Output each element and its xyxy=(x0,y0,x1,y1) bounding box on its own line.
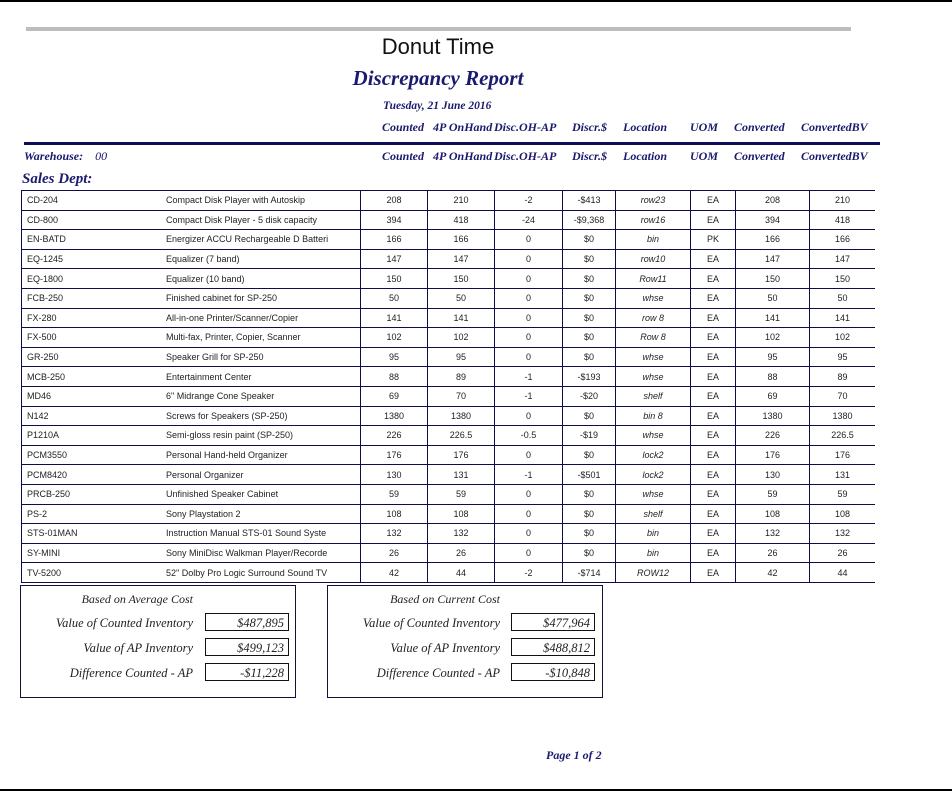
discr-dollar-cell: $0 xyxy=(563,269,616,289)
table-row xyxy=(22,269,876,289)
converted-cell: 226 xyxy=(736,426,810,446)
difference-label: Difference Counted - AP xyxy=(376,666,500,680)
onhand-cell: 59 xyxy=(428,484,495,504)
converted-cell: 88 xyxy=(736,367,810,387)
uom-cell: EA xyxy=(691,386,736,406)
disc-oh-ap-cell: 0 xyxy=(495,269,563,289)
discr-dollar-cell: -$19 xyxy=(563,426,616,446)
converted-bv-cell: 141 xyxy=(810,308,876,328)
item-code: P1210A xyxy=(22,426,167,446)
warehouse-label: Warehouse: xyxy=(24,149,84,163)
summary-average-cost xyxy=(20,585,296,698)
warehouse-value: 00 xyxy=(95,149,108,163)
item-code: CD-800 xyxy=(22,210,167,230)
converted-cell: 147 xyxy=(736,249,810,269)
discr-dollar-cell: $0 xyxy=(563,249,616,269)
converted-bv-cell: 70 xyxy=(810,386,876,406)
counted-inventory-value: $487,895 xyxy=(205,613,289,631)
item-code: SY-MINI xyxy=(22,543,167,563)
converted-bv-cell: 147 xyxy=(810,249,876,269)
onhand-cell: 131 xyxy=(428,465,495,485)
group-header-discr: Discr.$ xyxy=(572,149,608,163)
difference-label: Difference Counted - AP xyxy=(69,666,193,680)
uom-cell: PK xyxy=(691,230,736,250)
location-cell: whse xyxy=(616,484,691,504)
location-cell: bin xyxy=(616,524,691,544)
location-cell: Row11 xyxy=(616,269,691,289)
converted-bv-cell: 166 xyxy=(810,230,876,250)
table-row xyxy=(22,465,876,485)
table-row xyxy=(22,445,876,465)
discrepancy-table xyxy=(21,190,875,583)
converted-cell: 69 xyxy=(736,386,810,406)
department-heading: Sales Dept: xyxy=(22,171,93,187)
table-row xyxy=(22,288,876,308)
onhand-cell: 176 xyxy=(428,445,495,465)
ap-inventory-label: Value of AP Inventory xyxy=(83,641,193,655)
location-cell: shelf xyxy=(616,504,691,524)
col-header-discr: Discr.$ xyxy=(572,120,608,134)
disc-oh-ap-cell: -1 xyxy=(495,465,563,485)
discr-dollar-cell: $0 xyxy=(563,445,616,465)
summary-current-cost xyxy=(327,585,603,698)
item-code: PS-2 xyxy=(22,504,167,524)
converted-cell: 150 xyxy=(736,269,810,289)
disc-oh-ap-cell: -24 xyxy=(495,210,563,230)
item-code: GR-250 xyxy=(22,347,167,367)
uom-cell: EA xyxy=(691,191,736,211)
item-description: All-in-one Printer/Scanner/Copier xyxy=(166,308,361,328)
uom-cell: EA xyxy=(691,484,736,504)
item-description: Instruction Manual STS-01 Sound Syste xyxy=(166,524,361,544)
counted-inventory-label: Value of Counted Inventory xyxy=(55,616,193,630)
item-code: CD-204 xyxy=(22,191,167,211)
onhand-cell: 44 xyxy=(428,563,495,583)
discr-dollar-cell: -$714 xyxy=(563,563,616,583)
location-cell: whse xyxy=(616,347,691,367)
uom-cell: EA xyxy=(691,543,736,563)
item-code: PCM8420 xyxy=(22,465,167,485)
disc-oh-ap-cell: 0 xyxy=(495,328,563,348)
onhand-cell: 141 xyxy=(428,308,495,328)
converted-cell: 102 xyxy=(736,328,810,348)
item-description: Personal Hand-held Organizer xyxy=(166,445,361,465)
disc-oh-ap-cell: 0 xyxy=(495,406,563,426)
discr-dollar-cell: $0 xyxy=(563,406,616,426)
disc-oh-ap-cell: -2 xyxy=(495,563,563,583)
page-top-border xyxy=(0,0,952,2)
item-code: FX-280 xyxy=(22,308,167,328)
location-cell: row16 xyxy=(616,210,691,230)
converted-bv-cell: 44 xyxy=(810,563,876,583)
converted-bv-cell: 108 xyxy=(810,504,876,524)
group-header-uom: UOM xyxy=(690,149,719,163)
discr-dollar-cell: $0 xyxy=(563,504,616,524)
onhand-cell: 150 xyxy=(428,269,495,289)
header-gray-rule xyxy=(26,27,851,31)
counted-cell: 141 xyxy=(361,308,428,328)
converted-cell: 26 xyxy=(736,543,810,563)
item-code: PCM3550 xyxy=(22,445,167,465)
item-code: PRCB-250 xyxy=(22,484,167,504)
item-description: Compact Disk Player with Autoskip xyxy=(166,191,361,211)
onhand-cell: 1380 xyxy=(428,406,495,426)
report-date: Tuesday, 21 June 2016 xyxy=(383,100,492,112)
item-description: Energizer ACCU Rechargeable D Batteri xyxy=(166,230,361,250)
item-code: EQ-1800 xyxy=(22,269,167,289)
item-description: Semi-gloss resin paint (SP-250) xyxy=(166,426,361,446)
col-header-converted: Converted xyxy=(734,120,785,134)
item-code: FCB-250 xyxy=(22,288,167,308)
col-header-onhand: 4P OnHand xyxy=(433,120,493,134)
counted-cell: 59 xyxy=(361,484,428,504)
location-cell: ROW12 xyxy=(616,563,691,583)
converted-bv-cell: 176 xyxy=(810,445,876,465)
counted-cell: 69 xyxy=(361,386,428,406)
onhand-cell: 132 xyxy=(428,524,495,544)
table-row xyxy=(22,347,876,367)
discr-dollar-cell: $0 xyxy=(563,308,616,328)
counted-cell: 176 xyxy=(361,445,428,465)
discr-dollar-cell: $0 xyxy=(563,230,616,250)
uom-cell: EA xyxy=(691,445,736,465)
col-header-convertedbv: ConvertedBV xyxy=(801,120,868,134)
disc-oh-ap-cell: -1 xyxy=(495,367,563,387)
disc-oh-ap-cell: -0.5 xyxy=(495,426,563,446)
converted-bv-cell: 226.5 xyxy=(810,426,876,446)
converted-cell: 108 xyxy=(736,504,810,524)
disc-oh-ap-cell: -1 xyxy=(495,386,563,406)
converted-bv-cell: 210 xyxy=(810,191,876,211)
uom-cell: EA xyxy=(691,328,736,348)
converted-bv-cell: 150 xyxy=(810,269,876,289)
uom-cell: EA xyxy=(691,524,736,544)
summary-title: Based on Current Cost xyxy=(390,592,500,606)
converted-bv-cell: 89 xyxy=(810,367,876,387)
counted-cell: 226 xyxy=(361,426,428,446)
converted-cell: 59 xyxy=(736,484,810,504)
item-code: MD46 xyxy=(22,386,167,406)
counted-inventory-value: $477,964 xyxy=(511,613,595,631)
discr-dollar-cell: $0 xyxy=(563,524,616,544)
ap-inventory-label: Value of AP Inventory xyxy=(390,641,500,655)
table-row xyxy=(22,543,876,563)
item-description: Sony MiniDisc Walkman Player/Recorde xyxy=(166,543,361,563)
disc-oh-ap-cell: 0 xyxy=(495,484,563,504)
onhand-cell: 70 xyxy=(428,386,495,406)
converted-cell: 42 xyxy=(736,563,810,583)
item-description: Equalizer (10 band) xyxy=(166,269,361,289)
discr-dollar-cell: $0 xyxy=(563,347,616,367)
group-header-location: Location xyxy=(623,149,667,163)
converted-cell: 130 xyxy=(736,465,810,485)
item-description: Entertainment Center xyxy=(166,367,361,387)
group-header-convertedbv: ConvertedBV xyxy=(801,149,868,163)
counted-cell: 102 xyxy=(361,328,428,348)
converted-bv-cell: 26 xyxy=(810,543,876,563)
discr-dollar-cell: $0 xyxy=(563,328,616,348)
counted-cell: 208 xyxy=(361,191,428,211)
converted-bv-cell: 50 xyxy=(810,288,876,308)
location-cell: row 8 xyxy=(616,308,691,328)
onhand-cell: 166 xyxy=(428,230,495,250)
counted-cell: 50 xyxy=(361,288,428,308)
disc-oh-ap-cell: 0 xyxy=(495,504,563,524)
disc-oh-ap-cell: 0 xyxy=(495,543,563,563)
table-row xyxy=(22,328,876,348)
uom-cell: EA xyxy=(691,210,736,230)
converted-cell: 394 xyxy=(736,210,810,230)
discr-dollar-cell: -$501 xyxy=(563,465,616,485)
table-row xyxy=(22,504,876,524)
ap-inventory-value: $488,812 xyxy=(511,638,595,656)
warehouse-line xyxy=(24,149,107,164)
difference-value: -$11,228 xyxy=(205,663,289,681)
table-row xyxy=(22,524,876,544)
uom-cell: EA xyxy=(691,504,736,524)
item-description: 6" Midrange Cone Speaker xyxy=(166,386,361,406)
converted-bv-cell: 95 xyxy=(810,347,876,367)
converted-bv-cell: 1380 xyxy=(810,406,876,426)
converted-cell: 141 xyxy=(736,308,810,328)
disc-oh-ap-cell: -2 xyxy=(495,191,563,211)
counted-cell: 95 xyxy=(361,347,428,367)
discr-dollar-cell: -$193 xyxy=(563,367,616,387)
difference-value: -$10,848 xyxy=(511,663,595,681)
onhand-cell: 108 xyxy=(428,504,495,524)
counted-inventory-label: Value of Counted Inventory xyxy=(362,616,500,630)
converted-cell: 50 xyxy=(736,288,810,308)
converted-cell: 166 xyxy=(736,230,810,250)
onhand-cell: 418 xyxy=(428,210,495,230)
table-row xyxy=(22,249,876,269)
report-title: Discrepancy Report xyxy=(352,66,524,90)
item-description: Equalizer (7 band) xyxy=(166,249,361,269)
onhand-cell: 95 xyxy=(428,347,495,367)
item-description: Multi-fax, Printer, Copier, Scanner xyxy=(166,328,361,348)
counted-cell: 166 xyxy=(361,230,428,250)
location-cell: whse xyxy=(616,367,691,387)
item-description: Compact Disk Player - 5 disk capacity xyxy=(166,210,361,230)
discr-dollar-cell: $0 xyxy=(563,484,616,504)
table-row xyxy=(22,426,876,446)
ap-inventory-value: $499,123 xyxy=(205,638,289,656)
item-code: MCB-250 xyxy=(22,367,167,387)
item-description: Sony Playstation 2 xyxy=(166,504,361,524)
converted-cell: 208 xyxy=(736,191,810,211)
converted-bv-cell: 59 xyxy=(810,484,876,504)
page-bottom-border xyxy=(0,789,952,791)
converted-bv-cell: 102 xyxy=(810,328,876,348)
table-row xyxy=(22,210,876,230)
company-name: Donut Time xyxy=(381,34,495,59)
converted-cell: 95 xyxy=(736,347,810,367)
item-description: 52" Dolby Pro Logic Surround Sound TV xyxy=(166,563,361,583)
location-cell: row23 xyxy=(616,191,691,211)
group-header-converted: Converted xyxy=(734,149,785,163)
item-description: Finished cabinet for SP-250 xyxy=(166,288,361,308)
counted-cell: 108 xyxy=(361,504,428,524)
converted-bv-cell: 418 xyxy=(810,210,876,230)
location-cell: bin xyxy=(616,543,691,563)
uom-cell: EA xyxy=(691,269,736,289)
discr-dollar-cell: -$413 xyxy=(563,191,616,211)
item-description: Screws for Speakers (SP-250) xyxy=(166,406,361,426)
location-cell: bin xyxy=(616,230,691,250)
location-cell: whse xyxy=(616,426,691,446)
summary-title: Based on Average Cost xyxy=(81,592,193,606)
location-cell: bin 8 xyxy=(616,406,691,426)
onhand-cell: 89 xyxy=(428,367,495,387)
uom-cell: EA xyxy=(691,308,736,328)
uom-cell: EA xyxy=(691,426,736,446)
converted-cell: 176 xyxy=(736,445,810,465)
discr-dollar-cell: -$9,368 xyxy=(563,210,616,230)
page-number: Page 1 of 2 xyxy=(546,748,602,762)
onhand-cell: 226.5 xyxy=(428,426,495,446)
item-code: EN-BATD xyxy=(22,230,167,250)
item-code: EQ-1245 xyxy=(22,249,167,269)
disc-oh-ap-cell: 0 xyxy=(495,524,563,544)
item-description: Unfinished Speaker Cabinet xyxy=(166,484,361,504)
item-description: Personal Organizer xyxy=(166,465,361,485)
table-row xyxy=(22,563,876,583)
location-cell: lock2 xyxy=(616,465,691,485)
onhand-cell: 147 xyxy=(428,249,495,269)
item-code: FX-500 xyxy=(22,328,167,348)
counted-cell: 88 xyxy=(361,367,428,387)
col-header-uom: UOM xyxy=(690,120,719,134)
item-description: Speaker Grill for SP-250 xyxy=(166,347,361,367)
group-header-counted: Counted xyxy=(382,149,425,163)
uom-cell: EA xyxy=(691,249,736,269)
table-row xyxy=(22,367,876,387)
location-cell: whse xyxy=(616,288,691,308)
discr-dollar-cell: $0 xyxy=(563,543,616,563)
table-row xyxy=(22,308,876,328)
disc-oh-ap-cell: 0 xyxy=(495,445,563,465)
uom-cell: EA xyxy=(691,347,736,367)
table-row xyxy=(22,191,876,211)
onhand-cell: 210 xyxy=(428,191,495,211)
counted-cell: 42 xyxy=(361,563,428,583)
item-code: N142 xyxy=(22,406,167,426)
item-code: STS-01MAN xyxy=(22,524,167,544)
group-header-disc: Disc.OH-AP xyxy=(494,149,557,163)
counted-cell: 1380 xyxy=(361,406,428,426)
discr-dollar-cell: -$20 xyxy=(563,386,616,406)
col-header-disc: Disc.OH-AP xyxy=(494,120,557,134)
converted-bv-cell: 131 xyxy=(810,465,876,485)
col-header-location: Location xyxy=(623,120,667,134)
counted-cell: 130 xyxy=(361,465,428,485)
discr-dollar-cell: $0 xyxy=(563,288,616,308)
uom-cell: EA xyxy=(691,406,736,426)
counted-cell: 150 xyxy=(361,269,428,289)
onhand-cell: 50 xyxy=(428,288,495,308)
location-cell: lock2 xyxy=(616,445,691,465)
item-code: TV-5200 xyxy=(22,563,167,583)
location-cell: row10 xyxy=(616,249,691,269)
converted-cell: 132 xyxy=(736,524,810,544)
uom-cell: EA xyxy=(691,288,736,308)
counted-cell: 132 xyxy=(361,524,428,544)
uom-cell: EA xyxy=(691,367,736,387)
group-header-onhand: 4P OnHand xyxy=(433,149,493,163)
uom-cell: EA xyxy=(691,465,736,485)
converted-cell: 1380 xyxy=(736,406,810,426)
table-row xyxy=(22,230,876,250)
onhand-cell: 102 xyxy=(428,328,495,348)
disc-oh-ap-cell: 0 xyxy=(495,288,563,308)
location-cell: shelf xyxy=(616,386,691,406)
counted-cell: 394 xyxy=(361,210,428,230)
disc-oh-ap-cell: 0 xyxy=(495,230,563,250)
disc-oh-ap-cell: 0 xyxy=(495,249,563,269)
table-row xyxy=(22,386,876,406)
disc-oh-ap-cell: 0 xyxy=(495,347,563,367)
header-navy-rule xyxy=(24,142,880,145)
onhand-cell: 26 xyxy=(428,543,495,563)
location-cell: Row 8 xyxy=(616,328,691,348)
col-header-counted: Counted xyxy=(382,120,425,134)
uom-cell: EA xyxy=(691,563,736,583)
counted-cell: 26 xyxy=(361,543,428,563)
table-row xyxy=(22,406,876,426)
counted-cell: 147 xyxy=(361,249,428,269)
converted-bv-cell: 132 xyxy=(810,524,876,544)
disc-oh-ap-cell: 0 xyxy=(495,308,563,328)
table-row xyxy=(22,484,876,504)
